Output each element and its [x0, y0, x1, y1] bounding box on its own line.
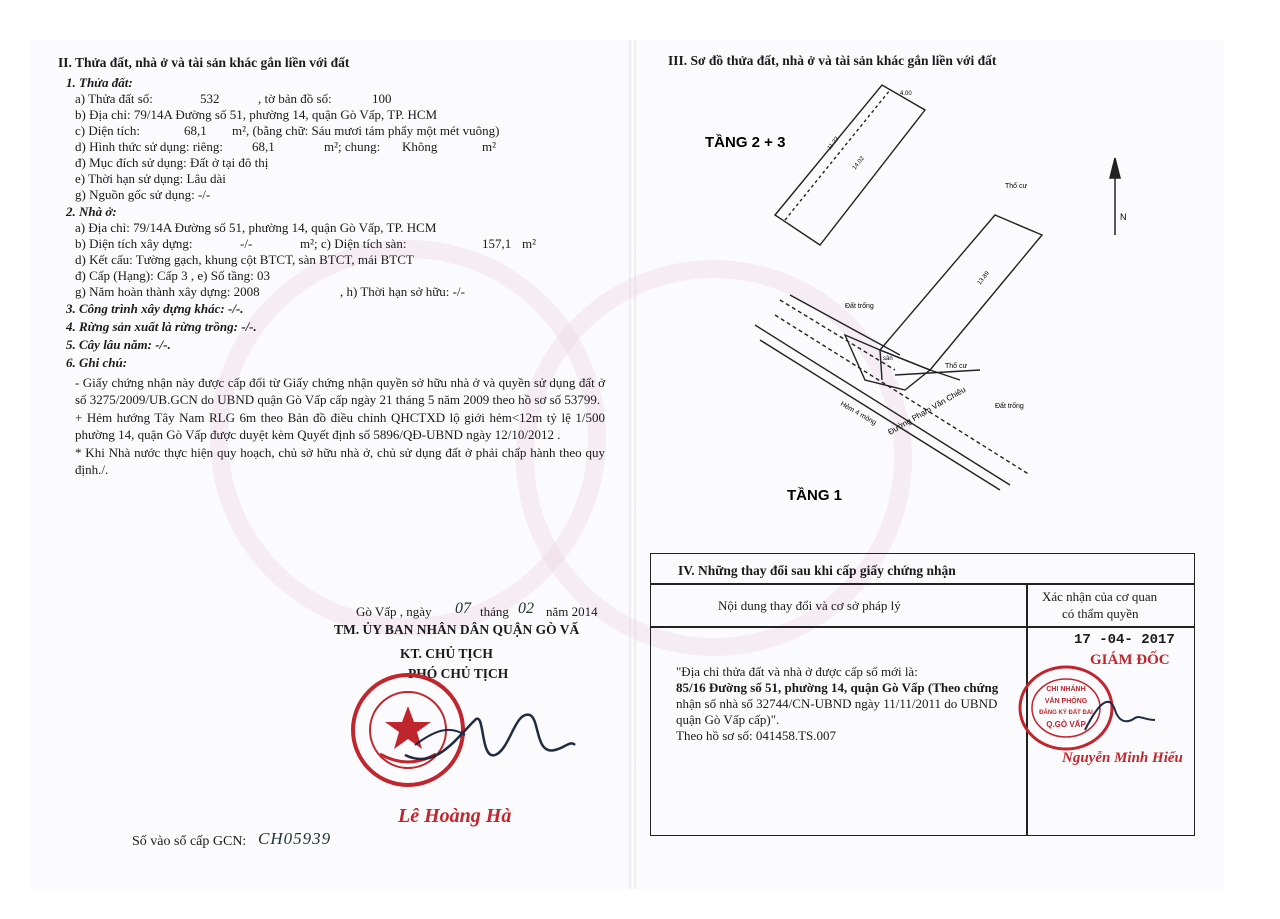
- signer-title: PHÓ CHỦ TỊCH: [408, 666, 509, 681]
- changes-col2-header-1: Xác nhận của cơ quan: [1042, 589, 1158, 604]
- change-entry-line: 85/16 Đường số 51, phường 14, quận Gò Vấp (Theo chứng: [676, 680, 999, 695]
- item-4-forest: 4. Rừng sản xuất là rừng trồng: -/-.: [66, 319, 257, 334]
- dim-11-22: 11.22: [826, 136, 841, 152]
- land-area-label: c) Diện tích:: [75, 123, 140, 138]
- approver-title: GIÁM ĐỐC: [1090, 652, 1170, 668]
- house-heading: 2. Nhà ở:: [66, 204, 117, 219]
- land-area-words: m², (bằng chữ: Sáu mươi tám phẩy một mét vuông): [232, 123, 500, 138]
- signature-right: [1080, 690, 1160, 740]
- land-purpose: đ) Mục đích sử dụng: Đất ở tại đô thị: [75, 155, 269, 170]
- room-label: sân: [883, 356, 893, 362]
- signer-name: Lê Hoàng Hà: [398, 805, 512, 827]
- date-year: năm 2014: [546, 604, 598, 619]
- item-3-other-construction: 3. Công trình xây dựng khác: -/-.: [66, 301, 244, 316]
- table-divider: [650, 626, 1195, 628]
- parcel-diagram: [650, 70, 1195, 540]
- land-map-number: 100: [372, 91, 392, 106]
- changes-col1-header: Nội dung thay đổi và cơ sở pháp lý: [718, 598, 901, 613]
- open-land-1: Đất trống: [845, 303, 874, 310]
- dim-4-00: 4.00: [900, 91, 912, 97]
- land-heading: 1. Thửa đất:: [66, 75, 133, 90]
- item-5-perennial-trees: 5. Cây lâu năm: -/-.: [66, 337, 171, 352]
- note-paragraph: * Khi Nhà nước thực hiện quy hoạch, chủ sở hữu nhà ở, chủ sử dụng đất ở phải chấp hành theo quy định./.: [75, 445, 605, 477]
- table-divider: [650, 583, 1195, 585]
- dim-13-89: 13.89: [976, 270, 991, 287]
- note-paragraph: + Hẻm hướng Tây Nam RLG 6m theo Bản đồ điều chỉnh QHCTXD lộ giới hẻm<12m tỷ lệ 1/500 phường 14, quận Gò Vấp được duyệt kèm Quyết định số 5896/QĐ-UBND ngày 12/10/2012 .: [75, 410, 605, 442]
- stamp-date: 17 -04- 2017: [1074, 632, 1175, 648]
- house-floor-area-label: m²; c) Diện tích sàn:: [300, 236, 407, 251]
- neighbor-2: Thổ cư: [945, 363, 968, 370]
- house-build-area: -/-: [240, 236, 253, 251]
- date-prefix: Gò Vấp , ngày: [356, 604, 432, 619]
- signer-organization: TM. ỦY BAN NHÂN DÂN QUẬN GÒ VẤ: [334, 622, 580, 637]
- land-usage-common-label: m²; chung:: [324, 139, 381, 154]
- seal-text-3: ĐĂNG KÝ ĐẤT ĐAI: [1039, 710, 1093, 716]
- land-usage-common: Không: [402, 139, 438, 154]
- registry-number: CH05939: [258, 829, 332, 848]
- land-parcel-label: a) Thửa đất số:: [75, 91, 153, 106]
- house-address: a) Địa chỉ: 79/14A Đường số 51, phường 14, quận Gò Vấp, TP. HCM: [75, 220, 437, 235]
- house-year: g) Năm hoàn thành xây dựng: 2008: [75, 284, 260, 299]
- section-title-iii: III. Sơ đồ thửa đất, nhà ở và tài sản khác gắn liền với đất: [668, 53, 997, 68]
- date-month: 02: [518, 600, 534, 617]
- land-usage-unit: m²: [482, 139, 497, 154]
- date-day: 07: [455, 600, 471, 617]
- seal-text-2: VĂN PHÒNG: [1044, 698, 1088, 705]
- approver-name: Nguyễn Minh Hiếu: [1062, 750, 1183, 766]
- section-title-ii: II. Thửa đất, nhà ở và tài sản khác gắn liền với đất: [58, 55, 350, 70]
- floor-1-outline: [880, 215, 1042, 370]
- house-build-area-label: b) Diện tích xây dựng:: [75, 236, 193, 251]
- north-label: N: [1120, 212, 1127, 222]
- registry-label: Số vào sổ cấp GCN:: [132, 834, 247, 849]
- changes-title: IV. Những thay đổi sau khi cấp giấy chứng nhận: [678, 563, 956, 578]
- floor-23-label: TẦNG 2 + 3: [705, 134, 786, 151]
- note-paragraph: - Giấy chứng nhận này được cấp đổi từ Giấy chứng nhận quyền sở hữu nhà ở và quyền sử dụng đất ở số 3275/2009/UB.GCN do UBND quận Gò Vấp cấp ngày 21 tháng 5 năm 2009 theo hồ sơ số 53799.: [75, 375, 605, 407]
- floor-1-label: TẦNG 1: [787, 487, 843, 504]
- house-structure: d) Kết cấu: Tường gạch, khung cột BTCT, sàn BTCT, mái BTCT: [75, 252, 414, 267]
- road-label: Đường Phạm Văn Chiêu: [886, 384, 968, 437]
- change-file-number: Theo hồ sơ số: 041458.TS.007: [676, 728, 836, 743]
- change-entry-line: "Địa chỉ thửa đất và nhà ở được cấp số mới là:: [676, 664, 918, 679]
- house-floor-unit: m²: [522, 236, 537, 251]
- alley-label: Hẻm 4 mông: [839, 400, 878, 427]
- change-entry-line: nhận số nhà số 32744/CN-UBND ngày 11/11/2011 do UBND: [676, 696, 998, 711]
- dim-14-02: 14.02: [851, 155, 866, 172]
- changes-col2-header-2: có thẩm quyền: [1062, 606, 1139, 621]
- change-entry-line: quận Gò Vấp cấp)".: [676, 712, 780, 727]
- land-usage-form-label: d) Hình thức sử dụng: riêng:: [75, 139, 224, 154]
- seal-text-4: Q.GÒ VẤP: [1046, 720, 1086, 729]
- land-map-label: , tờ bản đồ số:: [258, 91, 332, 106]
- neighbor-1: Thổ cư: [1005, 183, 1028, 190]
- seal-text-1: CHI NHÁNH: [1046, 686, 1086, 693]
- notes-block: [75, 374, 605, 479]
- item-6-notes-heading: 6. Ghi chú:: [66, 355, 128, 370]
- land-area-value: 68,1: [184, 123, 207, 138]
- floor-23-outline: [775, 85, 925, 245]
- house-ownership-term: , h) Thời hạn sở hữu: -/-: [340, 284, 465, 299]
- land-origin: g) Nguồn gốc sử dụng: -/-: [75, 187, 211, 202]
- house-grade-floors: đ) Cấp (Hạng): Cấp 3 , e) Số tầng: 03: [75, 268, 270, 283]
- house-floor-area: 157,1: [482, 236, 512, 251]
- date-month-label: tháng: [480, 604, 509, 619]
- open-land-2: Đất trống: [995, 403, 1024, 410]
- land-term: e) Thời hạn sử dụng: Lâu dài: [75, 171, 226, 186]
- land-usage-private: 68,1: [252, 139, 275, 154]
- land-address: b) Địa chỉ: 79/14A Đường số 51, phường 14, quận Gò Vấp, TP. HCM: [75, 107, 438, 122]
- signature-left: [395, 700, 585, 780]
- signer-kt: KT. CHỦ TỊCH: [400, 646, 493, 661]
- land-parcel-number: 532: [200, 91, 220, 106]
